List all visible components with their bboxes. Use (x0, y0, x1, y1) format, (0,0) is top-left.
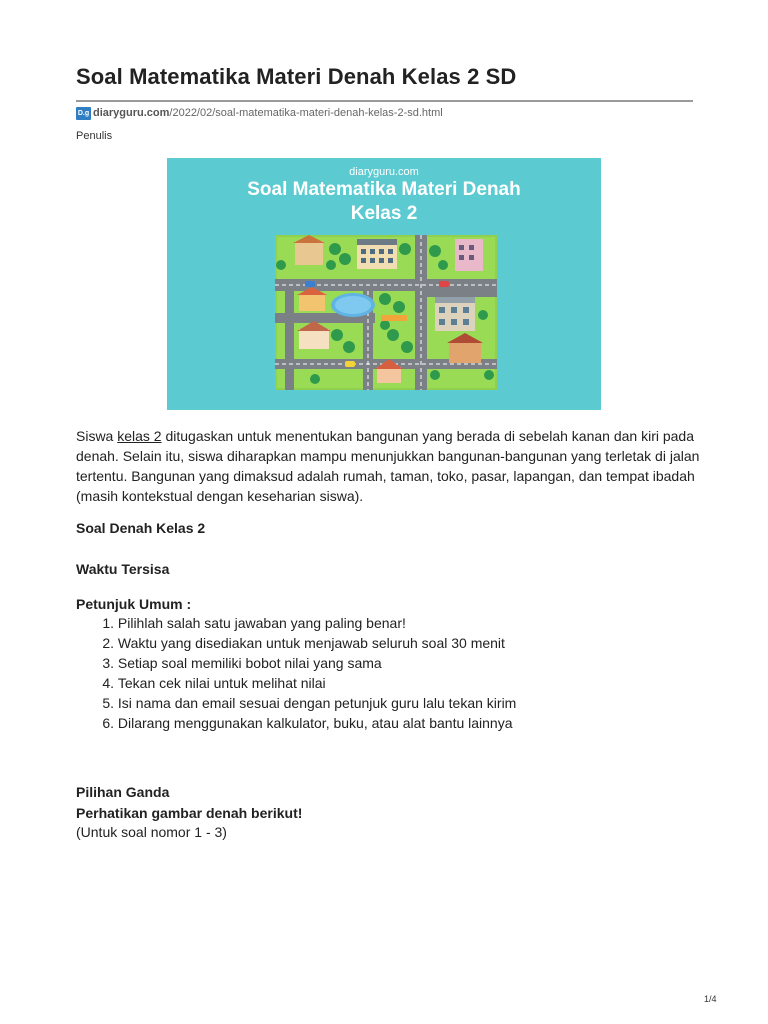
author-label: Penulis (76, 130, 113, 142)
pilihan-ganda-heading: Pilihan Ganda (76, 784, 170, 800)
title-divider (76, 100, 693, 102)
list-item-text: Tekan cek nilai untuk melihat nilai (117, 675, 326, 691)
list-item-text: Pilihlah salah satu jawaban yang paling benar! (117, 615, 406, 631)
soal-denah-heading: Soal Denah Kelas 2 (76, 520, 206, 536)
town-map-illustration (275, 235, 497, 390)
source-path-link[interactable]: /2022/02/soal-matematika-materi-denah-kelas-2-sd.html (169, 107, 443, 119)
source-line (76, 106, 443, 120)
list-item-number: 4. (102, 675, 114, 691)
list-item (76, 713, 516, 733)
soal-range-note: (Untuk soal nomor 1 - 3) (76, 824, 227, 840)
perhatikan-heading: Perhatikan gambar denah berikut! (76, 805, 303, 821)
list-item (76, 693, 516, 713)
intro-text-start: Siswa (76, 428, 118, 444)
hero-brand: diaryguru.com (349, 166, 419, 178)
source-domain-link[interactable]: diaryguru.com (93, 107, 170, 119)
list-item-number: 1. (102, 615, 114, 631)
site-favicon-icon: D.g (76, 107, 91, 120)
kelas-2-link[interactable]: kelas 2 (117, 428, 162, 444)
list-item-text: Setiap soal memiliki bobot nilai yang sama (117, 655, 382, 671)
list-item-text: Dilarang menggunakan kalkulator, buku, atau alat bantu lainnya (117, 715, 513, 731)
list-item-number: 2. (102, 635, 114, 651)
list-item-text: Waktu yang disediakan untuk menjawab seluruh soal 30 menit (117, 635, 505, 651)
list-item-number: 3. (102, 655, 114, 671)
list-item-text: Isi nama dan email sesuai dengan petunjuk guru lalu tekan kirim (117, 695, 517, 711)
hero-image (167, 158, 601, 410)
list-item (76, 613, 516, 633)
petunjuk-umum-heading: Petunjuk Umum : (76, 596, 192, 612)
list-item-number: 5. (102, 695, 114, 711)
hero-title-line2: Kelas 2 (350, 203, 418, 224)
page-indicator: 1/4 (704, 994, 717, 1004)
list-item (76, 633, 516, 653)
hero-title-line1: Soal Matematika Materi Denah (247, 179, 521, 200)
list-item (76, 673, 516, 693)
list-item-number: 6. (102, 715, 114, 731)
intro-paragraph (76, 426, 700, 506)
page-title: Soal Matematika Materi Denah Kelas 2 SD (76, 64, 517, 89)
hero-title (167, 178, 601, 226)
petunjuk-list (76, 613, 516, 733)
list-item (76, 653, 516, 673)
waktu-tersisa-heading: Waktu Tersisa (76, 561, 170, 577)
intro-text-rest: ditugaskan untuk menentukan bangunan yang berada di sebelah kanan dan kiri pada denah. Selain itu, siswa diharapkan mampu menunjukkan bangunan-bangunan yang terletak di jalan tertentu. Bangunan yang dimaksud adalah rumah, taman, toko, pasar, lapangan, dan tempat ibadah (masih kontekstual dengan keseharian siswa). (76, 428, 700, 504)
